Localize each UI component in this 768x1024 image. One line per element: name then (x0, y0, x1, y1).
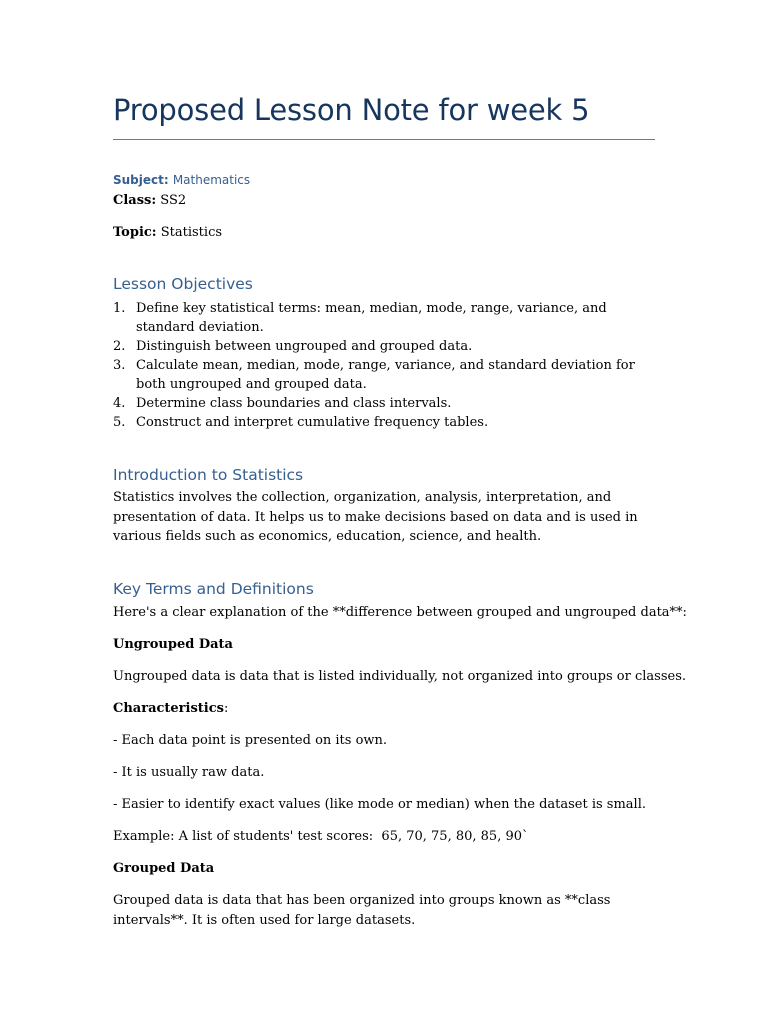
list-item: 2. Distinguish between ungrouped and grouped data. (113, 339, 473, 354)
characteristics-label: Characteristics (113, 701, 224, 716)
ungrouped-definition: Ungrouped data is data that is listed individually, not organized into groups or classes. (113, 669, 687, 684)
topic-line (113, 223, 222, 242)
example-line: Example: A list of students' test scores: 65, 70, 75, 80, 85, 90` (113, 829, 529, 844)
topic-value: Statistics (160, 225, 223, 240)
ungrouped-heading: Ungrouped Data (113, 637, 233, 652)
intro-heading: Introduction to Statistics (113, 466, 304, 484)
objectives-heading: Lesson Objectives (113, 275, 253, 293)
characteristic-bullet: - Easier to identify exact values (like mode or median) when the dataset is small. (113, 797, 647, 812)
subject-value: Mathematics (172, 173, 251, 187)
characteristic-bullet: - Each data point is presented on its own. (113, 733, 388, 748)
class-value: SS2 (160, 193, 187, 208)
class-line (113, 191, 186, 210)
class-label: Class: (113, 193, 157, 208)
list-item: 3. Calculate mean, median, mode, range, variance, and standard deviation for both ungrouped and grouped data. (113, 358, 635, 392)
objectives-list (113, 299, 653, 432)
key-terms-intro: Here's a clear explanation of the **difference between grouped and ungrouped data**: (113, 605, 687, 620)
page-title: Proposed Lesson Note for week 5 (113, 93, 590, 127)
characteristics-colon: : (223, 701, 229, 716)
key-terms-heading: Key Terms and Definitions (113, 580, 314, 598)
grouped-heading: Grouped Data (113, 861, 215, 876)
list-item: 1. Define key statistical terms: mean, median, mode, range, variance, and standard deviation. (113, 301, 607, 335)
intro-paragraph: Statistics involves the collection, organization, analysis, interpretation, and presentation of data. It helps us to make decisions based on data and is used in various fields such as economics, education, science, and health. (113, 490, 638, 544)
title-underline (113, 139, 655, 140)
characteristic-bullet: - It is usually raw data. (113, 765, 265, 780)
topic-label: Topic: (113, 225, 157, 240)
list-item: 4. Determine class boundaries and class intervals. (113, 396, 452, 411)
subject-line (113, 171, 250, 190)
characteristics-line (113, 699, 228, 718)
grouped-definition: Grouped data is data that has been organized into groups known as **class intervals**. It is often used for large datasets. (113, 893, 611, 928)
list-item: 5. Construct and interpret cumulative frequency tables. (113, 415, 489, 430)
subject-label: Subject: (113, 173, 169, 187)
